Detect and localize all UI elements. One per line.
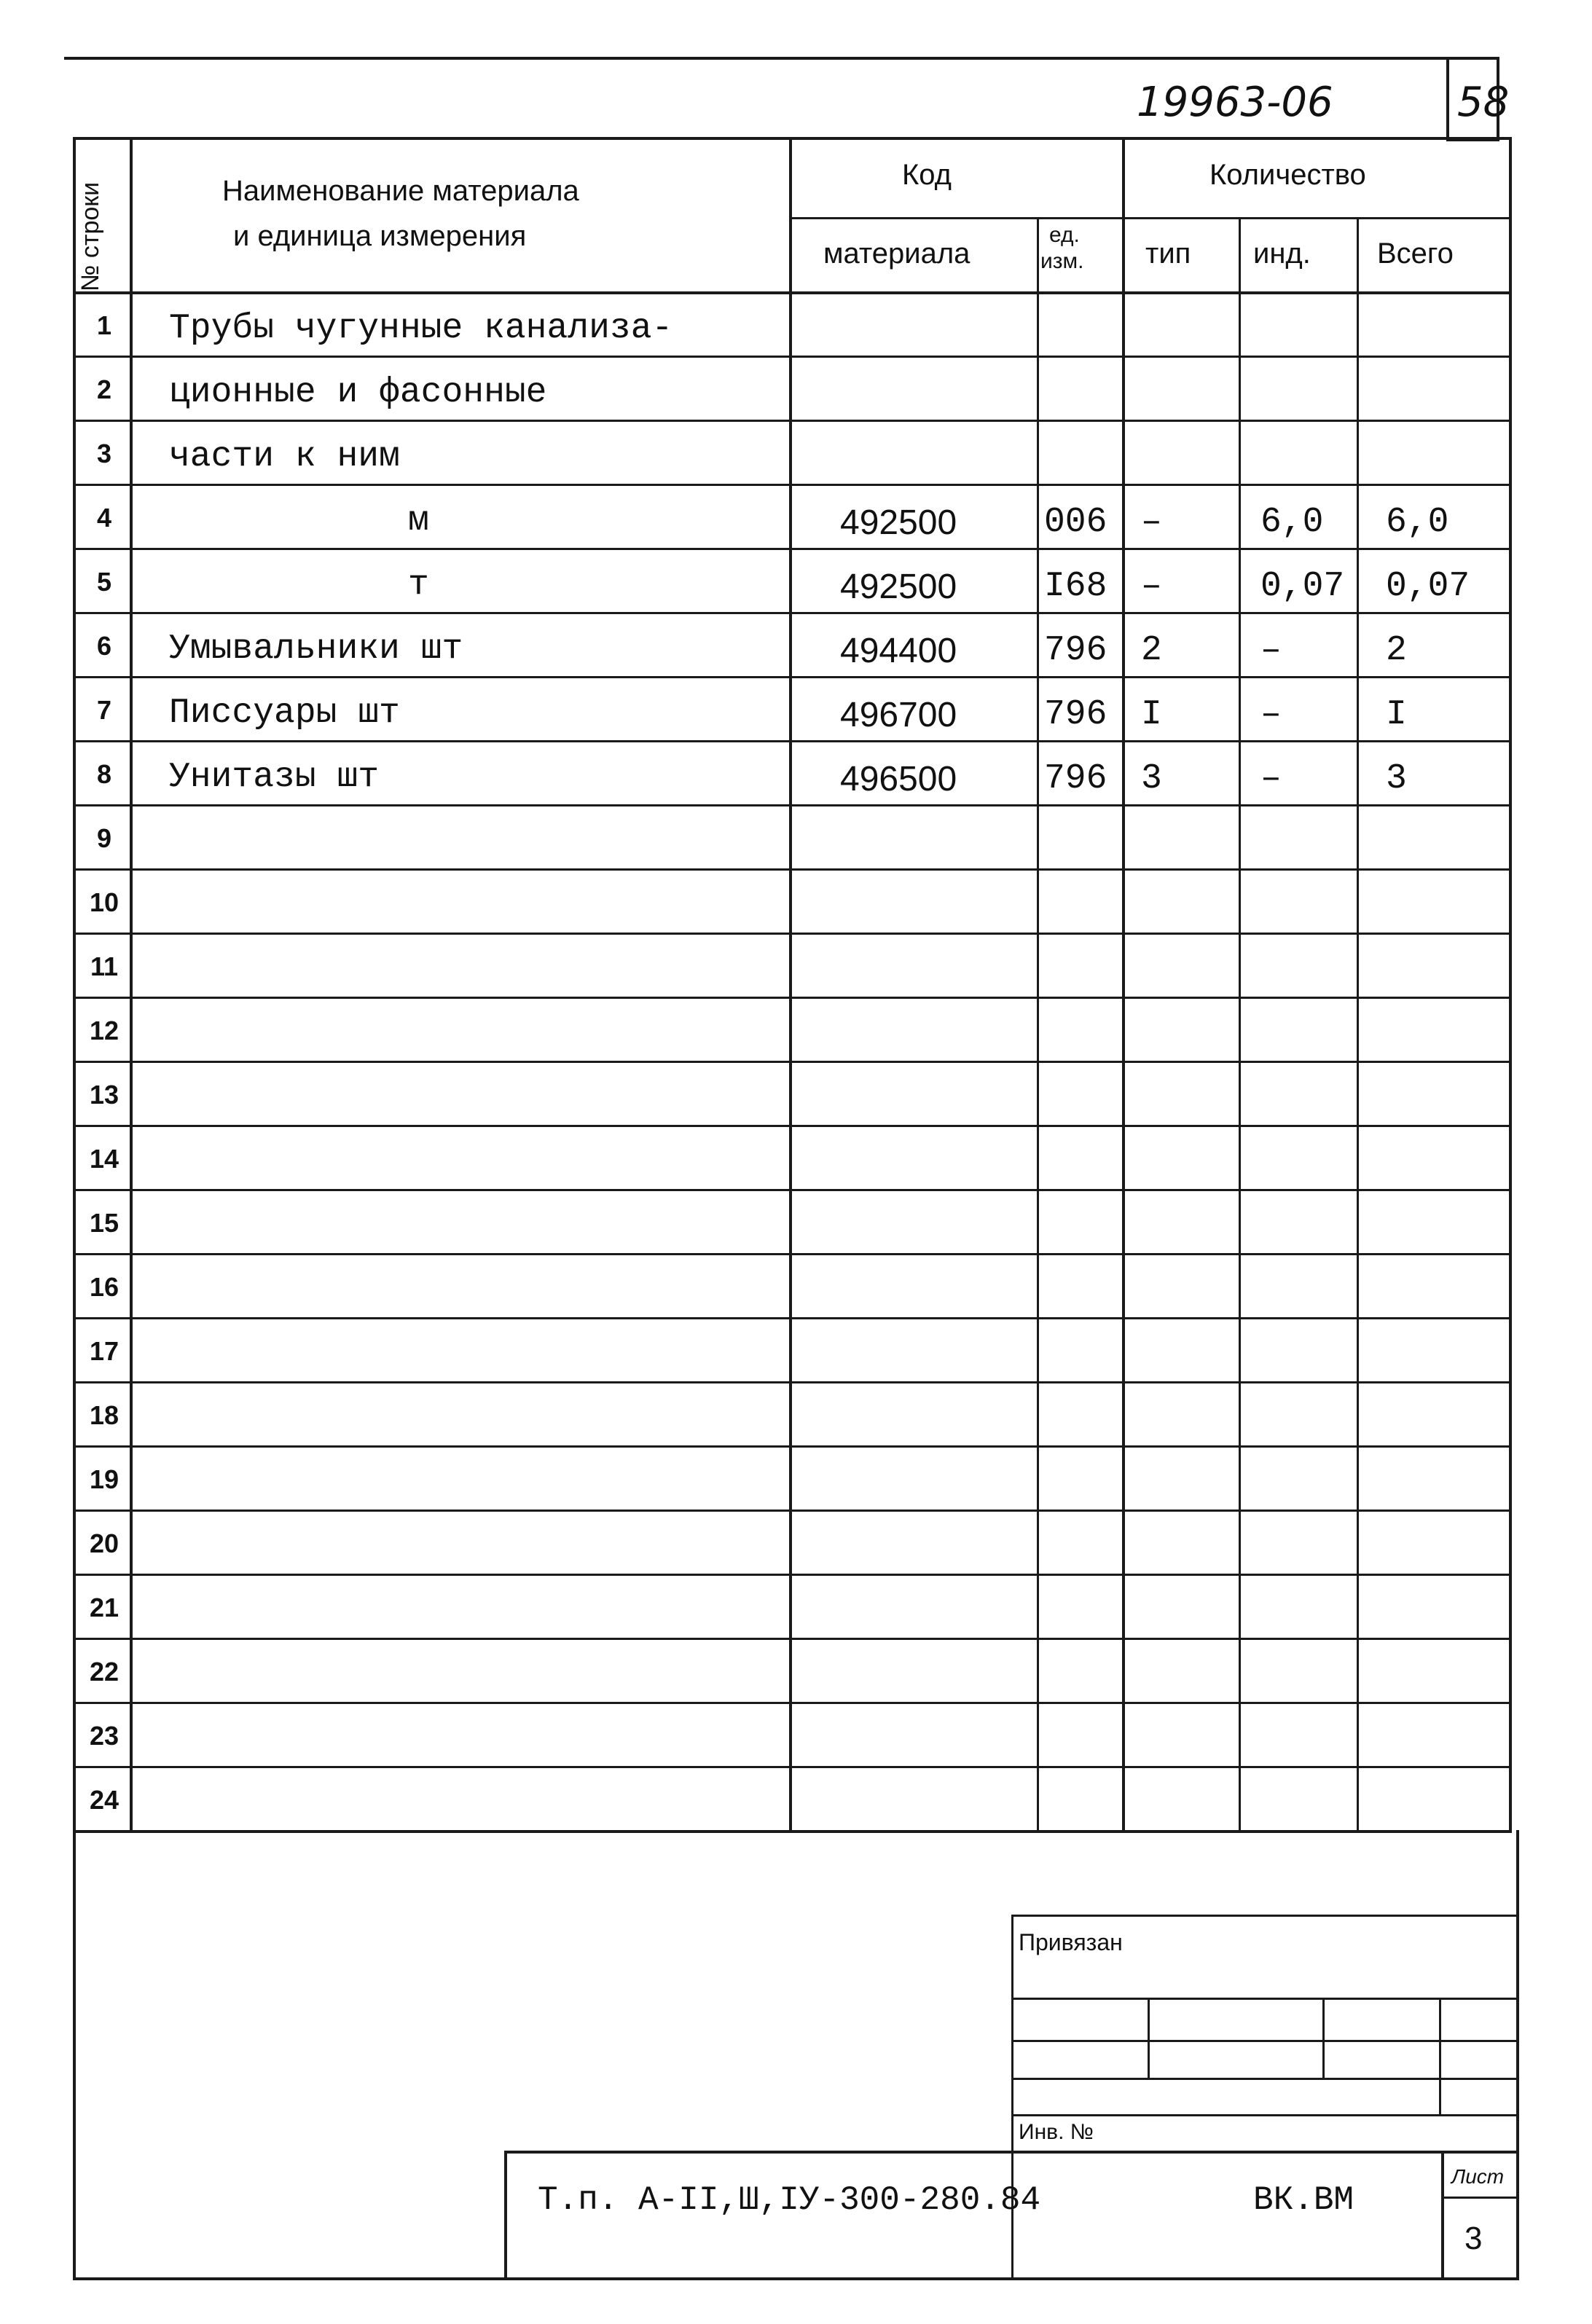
row-divider — [73, 1189, 1512, 1191]
row-number: 22 — [89, 1657, 119, 1687]
qty-ind-header: инд. — [1253, 237, 1311, 270]
name-header-line2: и единица измерения — [233, 220, 527, 252]
row-divider — [73, 676, 1512, 678]
unit-code: 796 — [1044, 695, 1107, 734]
stamp-line-4 — [1011, 2114, 1519, 2116]
row-number: 24 — [89, 1785, 119, 1815]
name-header-line1: Наименование материала — [222, 175, 579, 207]
row-number: 6 — [96, 631, 112, 661]
doc-number: 19963-06 — [1137, 79, 1333, 126]
stamp-line-1 — [1011, 1998, 1519, 2000]
row-divider — [73, 1510, 1512, 1512]
title-block-top — [504, 2151, 1519, 2154]
row-divider — [73, 1574, 1512, 1576]
row-divider — [73, 804, 1512, 806]
material-name: части к ним — [169, 437, 400, 476]
title-block-left — [504, 2151, 507, 2280]
row-divider — [73, 1766, 1512, 1768]
page-right-border — [1516, 1830, 1519, 2280]
stamp-line-3 — [1011, 2078, 1519, 2080]
col-divider-unit — [1037, 217, 1039, 1830]
row-divider — [73, 548, 1512, 550]
stamp-col-1 — [1148, 1998, 1150, 2078]
row-number: 23 — [89, 1721, 119, 1751]
header-bottom-border — [73, 291, 1512, 294]
qty-total: 2 — [1386, 631, 1407, 670]
col-divider-qty — [1122, 137, 1125, 1830]
row-number: 20 — [89, 1528, 119, 1558]
unit-code: 796 — [1044, 631, 1107, 670]
project-code: Т.п. А-II,Ш,IУ-300-280.84 — [538, 2181, 1041, 2219]
qty-type: 2 — [1141, 631, 1162, 670]
code-unit-header-2: изм. — [1040, 249, 1084, 273]
row-divider — [73, 612, 1512, 614]
material-name: Унитазы шт — [169, 758, 380, 797]
attached-label: Привязан — [1019, 1929, 1123, 1955]
qty-ind: – — [1260, 759, 1282, 798]
row-divider — [73, 1253, 1512, 1255]
top-rule — [64, 57, 1499, 60]
unit-code: 006 — [1044, 503, 1107, 542]
row-number-header: № строки — [77, 181, 104, 291]
col-divider-total — [1357, 217, 1359, 1830]
page-box-left — [1446, 57, 1449, 141]
row-divider — [73, 1061, 1512, 1063]
row-divider — [73, 1445, 1512, 1448]
row-divider — [73, 1317, 1512, 1319]
row-number: 10 — [89, 887, 119, 917]
qty-ind: – — [1260, 631, 1282, 670]
row-number: 7 — [96, 695, 112, 725]
material-name: Писсуары шт — [169, 694, 400, 733]
page-number: 58 — [1457, 79, 1510, 126]
stamp-col-2 — [1322, 1998, 1325, 2078]
row-divider — [73, 1638, 1512, 1640]
row-number: 17 — [89, 1336, 119, 1366]
col-divider-ind — [1239, 217, 1241, 1830]
row-number: 18 — [89, 1400, 119, 1430]
row-number: 15 — [89, 1208, 119, 1238]
row-divider — [73, 1125, 1512, 1127]
qty-type: 3 — [1141, 759, 1162, 798]
material-name: Трубы чугунные канализа- — [169, 309, 673, 348]
row-divider — [73, 356, 1512, 358]
table-bottom-border — [73, 1830, 1512, 1833]
material-name: ционные и фасонные — [169, 373, 547, 412]
stamp-left-line — [1011, 1915, 1013, 2279]
stamp-top-line — [1011, 1915, 1519, 1917]
row-number: 8 — [96, 759, 112, 789]
row-number: 9 — [96, 823, 112, 853]
material-name: т — [408, 565, 429, 605]
page-bottom-border — [73, 2277, 1519, 2280]
row-number: 16 — [89, 1272, 119, 1302]
qty-type: – — [1141, 567, 1162, 606]
sheet-number: 3 — [1464, 2221, 1483, 2256]
qty-type: I — [1141, 695, 1162, 734]
material-name: м — [408, 501, 429, 541]
row-divider — [73, 1702, 1512, 1704]
row-divider — [73, 997, 1512, 999]
qty-total: 6,0 — [1386, 503, 1449, 542]
code-group-header: Код — [902, 159, 952, 191]
code-material-header: материала — [823, 237, 971, 270]
code-unit-header-1: ед. — [1049, 223, 1080, 247]
qty-total: I — [1386, 695, 1407, 734]
sheet-cell-mid — [1441, 2197, 1519, 2199]
row-divider — [73, 1381, 1512, 1383]
material-code: 496700 — [840, 696, 957, 734]
row-number: 1 — [96, 310, 112, 340]
row-number: 3 — [96, 439, 112, 468]
col-divider-code — [789, 137, 792, 1830]
qty-ind: 6,0 — [1260, 503, 1324, 542]
stamp-line-2 — [1011, 2040, 1519, 2042]
row-divider — [73, 933, 1512, 935]
header-mid-line — [789, 217, 1512, 219]
table-right-border — [1509, 137, 1512, 1830]
row-divider — [73, 868, 1512, 871]
row-number: 12 — [89, 1016, 119, 1045]
row-number: 4 — [96, 503, 112, 533]
qty-group-header: Количество — [1209, 159, 1366, 191]
qty-total-header: Всего — [1377, 237, 1454, 270]
row-divider — [73, 420, 1512, 422]
material-code: 494400 — [840, 632, 957, 670]
material-code: 492500 — [840, 568, 957, 606]
row-number: 5 — [96, 567, 112, 597]
material-code: 492500 — [840, 503, 957, 542]
row-divider — [73, 484, 1512, 486]
qty-type: – — [1141, 503, 1162, 542]
qty-ind: – — [1260, 695, 1282, 734]
unit-code: I68 — [1044, 567, 1107, 606]
row-number: 11 — [90, 951, 119, 981]
sheet-mark: ВК.ВМ — [1253, 2181, 1354, 2219]
row-number: 19 — [89, 1464, 119, 1494]
row-number: 13 — [89, 1080, 119, 1110]
stamp-col-3 — [1439, 1998, 1441, 2114]
qty-total: 3 — [1386, 759, 1407, 798]
row-number: 2 — [96, 374, 112, 404]
unit-code: 796 — [1044, 759, 1107, 798]
inv-label: Инв. № — [1019, 2120, 1094, 2144]
row-number: 14 — [89, 1144, 119, 1174]
row-number: 21 — [89, 1593, 119, 1622]
sheet-cell-left — [1441, 2151, 1444, 2280]
material-name: Умывальники шт — [169, 629, 463, 669]
table-top-border — [73, 137, 1512, 140]
material-code: 496500 — [840, 760, 957, 798]
row-divider — [73, 740, 1512, 742]
qty-total: 0,07 — [1386, 567, 1470, 606]
sheet-label: Лист — [1451, 2165, 1505, 2188]
qty-ind: 0,07 — [1260, 567, 1345, 606]
qty-type-header: тип — [1145, 237, 1191, 270]
